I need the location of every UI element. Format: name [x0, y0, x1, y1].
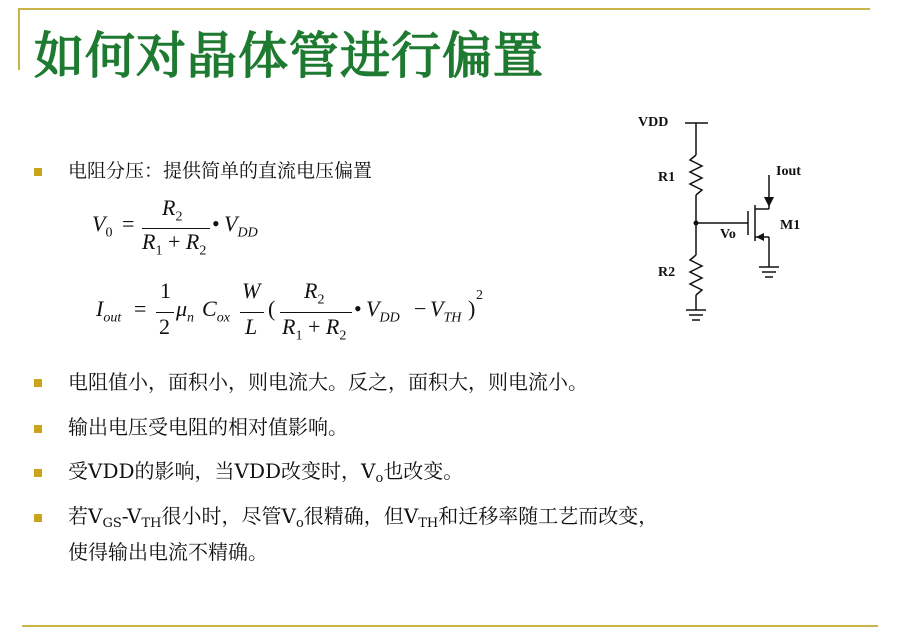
iout-arrow-icon [764, 197, 774, 207]
bias-circuit-diagram [630, 105, 830, 335]
equation-v0: $V_0$ = $R_2$ $R_1 + R_2$ • $V_{DD}$ [92, 195, 258, 259]
bullet-text-4: 受VDD的影响，当VDD改变时，$V_o$也改变。 [68, 459, 464, 486]
m1-source-arrow-icon [756, 233, 764, 241]
bottom-border-line [22, 625, 878, 627]
left-border-line [18, 8, 20, 70]
bullet-text-5-line2: 使得输出电流不精确。 [68, 540, 268, 564]
top-border-line [18, 8, 870, 10]
vo-label: Vo [720, 227, 736, 242]
m1-label: M1 [780, 218, 801, 233]
slide-title: 如何对晶体管进行偏置 [34, 27, 544, 85]
iout-label: Iout [776, 164, 801, 179]
r2-label: R2 [658, 265, 676, 280]
bullet-text-2: 电阻值小，面积小，则电流大。反之，面积大，则电流小。 [68, 370, 588, 394]
bullet-marker-2 [34, 379, 42, 387]
equation-iout: $I_{out}$ = 1 2 $\mu_n$ $C_{ox}$ W L ( $R_2$ $R_1 + R_2$ • $V_{DD}$ − $V_{TH}$ ) 2 [96, 278, 483, 344]
bullet-text-3: 输出电压受电阻的相对值影响。 [68, 415, 348, 439]
vdd-label: VDD [638, 115, 669, 130]
bullet-text-1: 电阻分压：提供简单的直流电压偏置 [68, 160, 373, 182]
bullet-marker-5 [34, 514, 42, 522]
bullet-marker-1 [34, 168, 42, 176]
vo-node-dot [694, 221, 699, 226]
r1-label: R1 [658, 170, 676, 185]
bullet-text-5: 若$V_{GS}-V_{TH}$很小时，尽管$V_o$很精确，但$V_{TH}$和迁移率随工艺而改变， [68, 504, 659, 531]
r2-resistor [690, 255, 702, 295]
bullet-marker-4 [34, 469, 42, 477]
bullet-marker-3 [34, 425, 42, 433]
r1-resistor [690, 155, 702, 195]
